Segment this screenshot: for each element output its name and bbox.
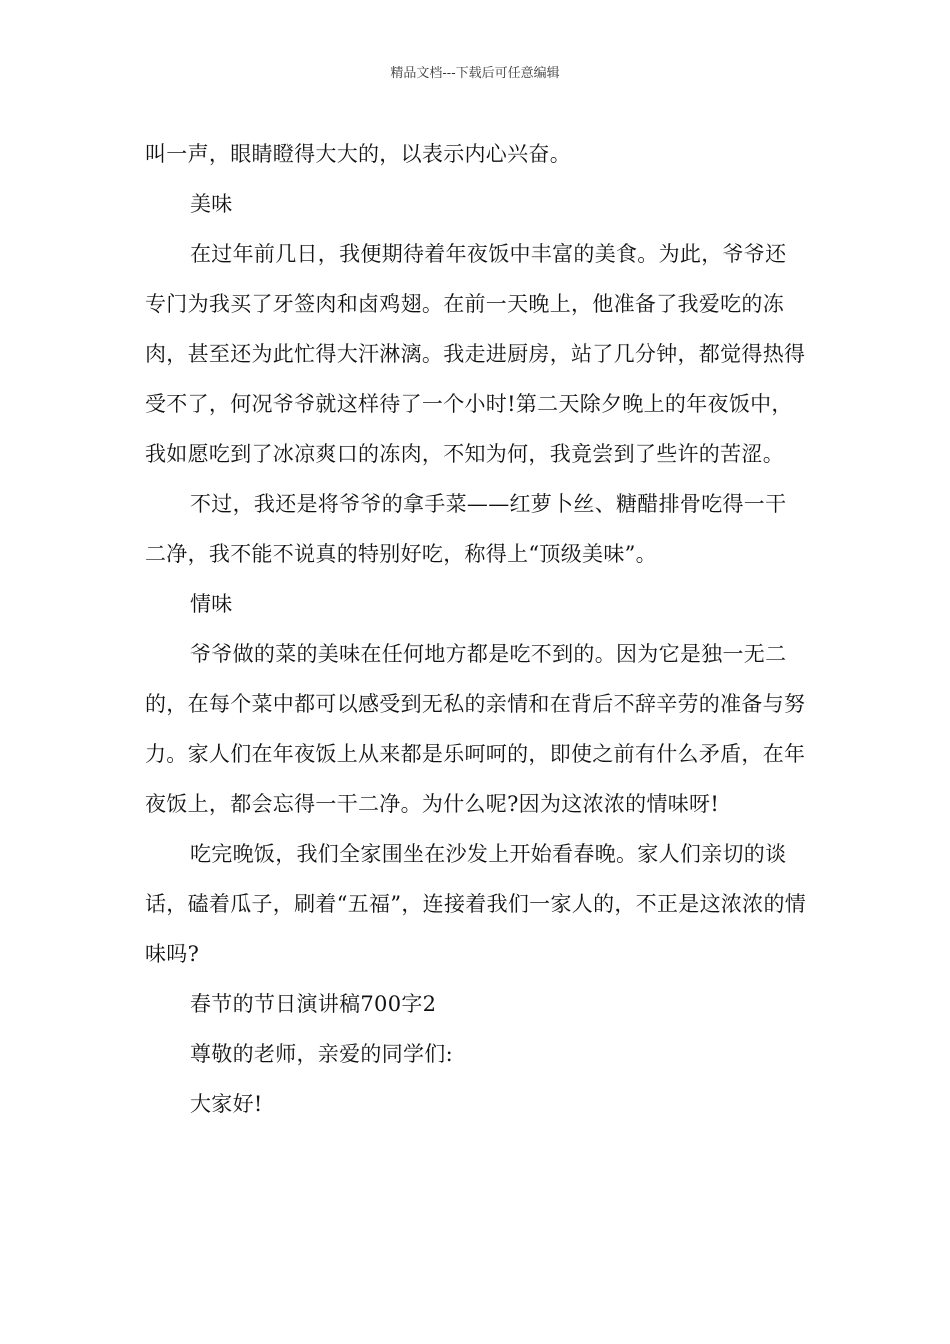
paragraph: 吃完晚饭，我们全家围坐在沙发上开始看春晚。家人们亲切的谈话，磕着瓜子，刷着“五福”，连接着我们一家人的，不正是这浓浓的情味吗?	[145, 842, 807, 966]
paragraph-continuation: 叫一声，眼睛瞪得大大的，以表示内心兴奋。	[145, 142, 571, 166]
paragraph: 爷爷做的菜的美味在任何地方都是吃不到的。因为它是独一无二的，在每个菜中都可以感受到无私的亲情和在背后不辞辛劳的准备与努力。家人们在年夜饭上从来都是乐呵呵的，即使之前有什么矛盾，在年夜饭上，都会忘得一干二净。为什么呢?因为这浓浓的情味呀!	[145, 642, 806, 816]
speech-title: 春节的节日演讲稿700字2	[190, 992, 437, 1016]
greeting: 大家好!	[190, 1092, 263, 1116]
paragraph: 在过年前几日，我便期待着年夜饭中丰富的美食。为此，爷爷还专门为我买了牙签肉和卤鸡翅。在前一天晚上，他准备了我爱吃的冻肉，甚至还为此忙得大汗淋漓。我走进厨房，站了几分钟，都觉得热得受不了，何况爷爷就这样待了一个小时!第二天除夕晚上的年夜饭中，我如愿吃到了冰凉爽口的冻肉，不知为何，我竟尝到了些许的苦涩。	[145, 242, 806, 466]
paragraph: 不过，我还是将爷爷的拿手菜——红萝卜丝、糖醋排骨吃得一干二净，我不能不说真的特别好吃，称得上“顶级美味”。	[145, 492, 787, 566]
salutation: 尊敬的老师，亲爱的同学们:	[190, 1042, 453, 1066]
document-body	[145, 129, 807, 1129]
section-heading-qingwei: 情味	[190, 592, 233, 616]
section-heading-meiwei: 美味	[190, 192, 233, 216]
page-header: 精品文档---下载后可任意编辑	[390, 66, 560, 81]
